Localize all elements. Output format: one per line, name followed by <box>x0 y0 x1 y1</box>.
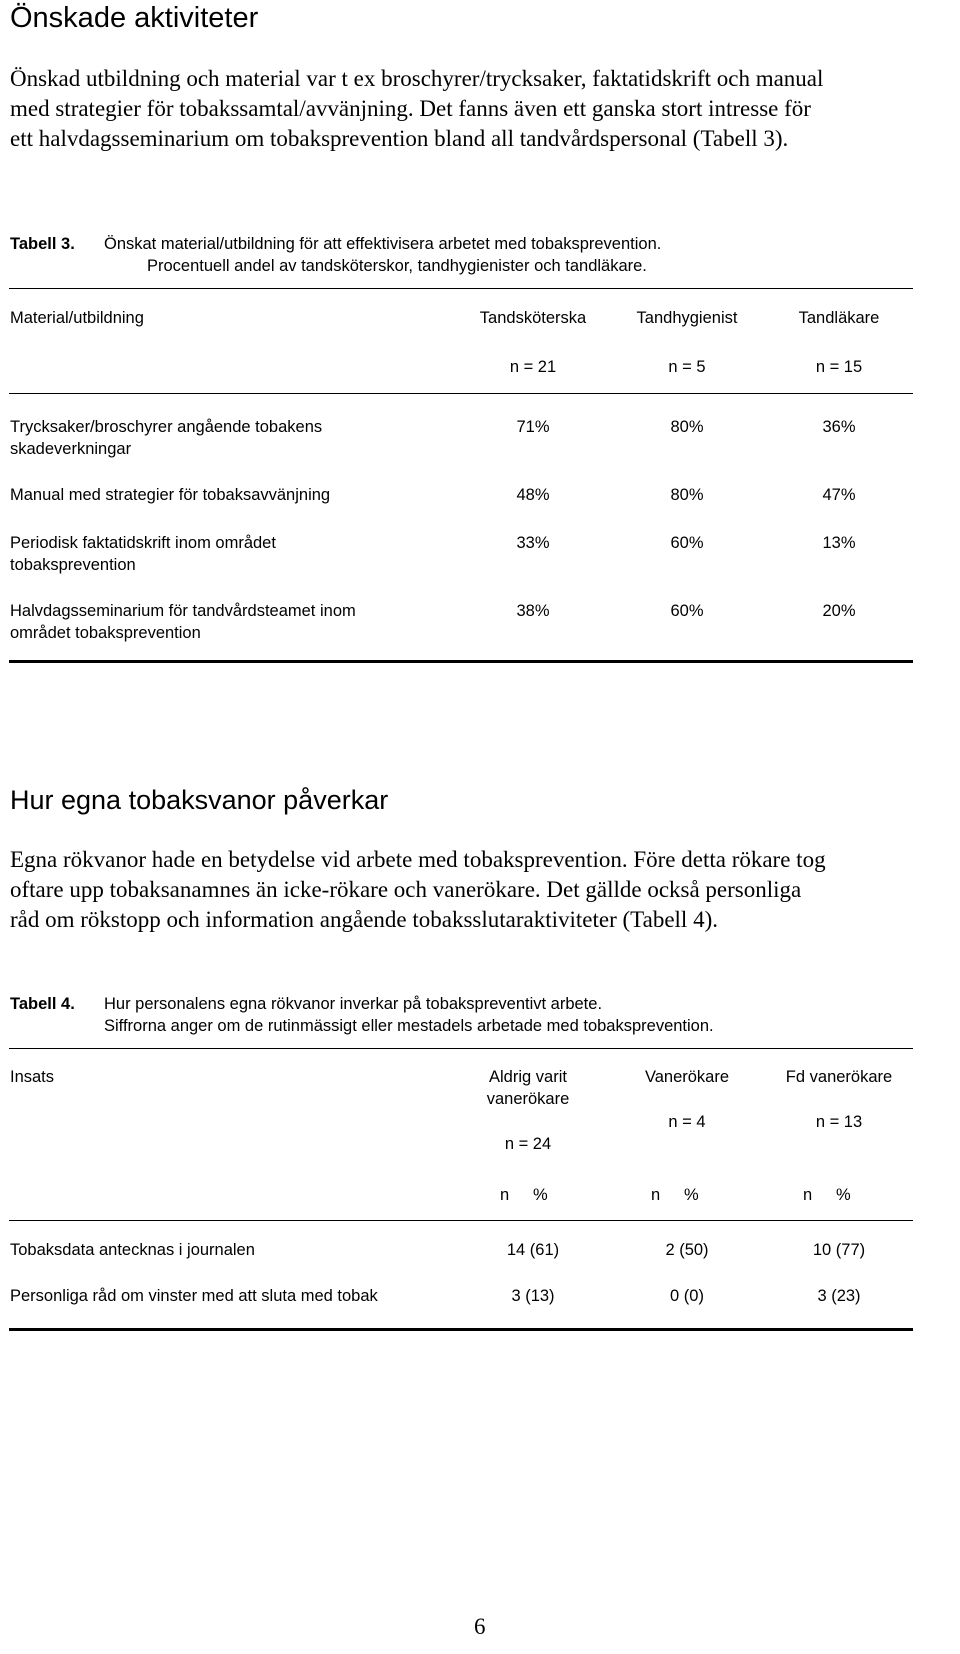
table4-unit-pct: % <box>836 1186 851 1204</box>
table-cell: 80% <box>670 418 704 436</box>
paragraph-line: Egna rökvanor hade en betydelse vid arbete med tobaksprevention. Före detta rökare tog <box>10 847 826 872</box>
row-label-line: tobaksprevention <box>10 556 136 574</box>
caption-line: Procentuell andel av tandsköterskor, tandhygienister och tandläkare. <box>147 257 647 275</box>
table4-unit-n: n <box>500 1186 510 1204</box>
paragraph-line: ett halvdagsseminarium om tobaksprevention bland all tandvårdspersonal (Tabell 3). <box>10 126 789 151</box>
table3-header-rule <box>9 393 913 394</box>
caption-line: Önskat material/utbildning för att effektivisera arbetet med tobaksprevention. <box>104 235 662 253</box>
table-cell: 38% <box>516 602 550 620</box>
table-row <box>10 484 330 506</box>
table3-n-tandhygienist: n = 5 <box>668 358 706 376</box>
section-heading-onskade-aktiviteter: Önskade aktiviteter <box>10 2 259 34</box>
table-cell: 48% <box>516 486 550 504</box>
table-cell: 13% <box>822 534 856 552</box>
table-row <box>10 532 276 576</box>
row-label-line: Trycksaker/broschyrer angående tobakens <box>10 418 323 436</box>
row-label-line: Manual med strategier för tobaksavvänjning <box>10 486 331 504</box>
row-label-line: skadeverkningar <box>10 440 132 458</box>
table-cell: 3 (13) <box>511 1287 555 1305</box>
table4-n-vanerokare: n = 4 <box>668 1113 706 1131</box>
table3-bottom-rule <box>9 660 913 663</box>
header-line: Aldrig varit <box>489 1068 567 1086</box>
section1-paragraph <box>10 64 823 154</box>
paragraph-line: oftare upp tobaksanamnes än icke-rökare och vanerökare. Det gällde också personliga <box>10 877 802 902</box>
table-cell: 33% <box>516 534 550 552</box>
table4-caption <box>104 993 714 1037</box>
table4-n-fd-vanerokare: n = 13 <box>815 1113 863 1131</box>
table-cell: 0 (0) <box>670 1287 704 1305</box>
table4-col-header-fd-vanerokare: Fd vanerökare <box>785 1068 893 1086</box>
paragraph-line: råd om rökstopp och information angående tobaksslutaraktiviteter (Tabell 4). <box>10 907 718 932</box>
table4-bottom-rule <box>9 1328 913 1331</box>
table4-unit-n: n <box>803 1186 813 1204</box>
table3-label: Tabell 3. <box>10 235 75 253</box>
table-cell: 3 (23) <box>817 1287 861 1305</box>
table3-n-tandskoterska: n = 21 <box>509 358 557 376</box>
paragraph-line: med strategier för tobakssamtal/avvänjning. Det fanns även ett ganska stort intresse för <box>10 96 811 121</box>
table4-label: Tabell 4. <box>10 995 75 1013</box>
caption-line: Hur personalens egna rökvanor inverkar på tobakspreventivt arbete. <box>104 995 603 1013</box>
table4-unit-pct: % <box>684 1186 699 1204</box>
table-row <box>10 600 356 644</box>
table4-n-aldrig: n = 24 <box>504 1135 552 1153</box>
table4-col-header-vanerokare: Vanerökare <box>644 1068 730 1086</box>
table-cell: 47% <box>822 486 856 504</box>
table-cell: 36% <box>822 418 856 436</box>
table3-col-header-tandskoterska: Tandsköterska <box>479 309 587 327</box>
table4-unit-pct: % <box>533 1186 548 1204</box>
table4-col-header-insats: Insats <box>10 1068 55 1086</box>
table-cell: 60% <box>670 602 704 620</box>
paragraph-line: Önskad utbildning och material var t ex broschyrer/trycksaker, faktatidskrift och manual <box>10 66 824 91</box>
table-row: Tobaksdata antecknas i journalen <box>10 1241 255 1259</box>
table-row: Personliga råd om vinster med att sluta med tobak <box>10 1287 378 1305</box>
table3-col-header-tandlakare: Tandläkare <box>798 309 880 327</box>
caption-line: Siffrorna anger om de rutinmässigt eller mestadels arbetade med tobaksprevention. <box>104 1017 714 1035</box>
section2-paragraph <box>10 845 826 935</box>
table3-top-rule <box>9 288 913 289</box>
table-cell: 10 (77) <box>812 1241 866 1259</box>
table3-col-header-material: Material/utbildning <box>10 309 144 327</box>
header-line: vanerökare <box>486 1090 570 1108</box>
row-label-line: Halvdagsseminarium för tandvårdsteamet inom <box>10 602 356 620</box>
row-label-line: Periodisk faktatidskrift inom området <box>10 534 276 552</box>
table-row <box>10 416 322 460</box>
table4-top-rule <box>9 1048 913 1049</box>
page-number: 6 <box>474 1614 486 1639</box>
table4-col-header-aldrig <box>448 1066 608 1110</box>
row-label-line: området tobaksprevention <box>10 624 201 642</box>
table-cell: 80% <box>670 486 704 504</box>
table3-caption <box>104 233 661 277</box>
table-cell: 20% <box>822 602 856 620</box>
table4-unit-n: n <box>651 1186 661 1204</box>
table3-n-tandlakare: n = 15 <box>815 358 863 376</box>
table-cell: 2 (50) <box>665 1241 709 1259</box>
table3-col-header-tandhygienist: Tandhygienist <box>636 309 738 327</box>
section-heading-tobaksvanor: Hur egna tobaksvanor påverkar <box>10 785 389 815</box>
table-cell: 60% <box>670 534 704 552</box>
table-cell: 14 (61) <box>506 1241 560 1259</box>
table-cell: 71% <box>516 418 550 436</box>
table4-header-rule <box>9 1220 913 1221</box>
